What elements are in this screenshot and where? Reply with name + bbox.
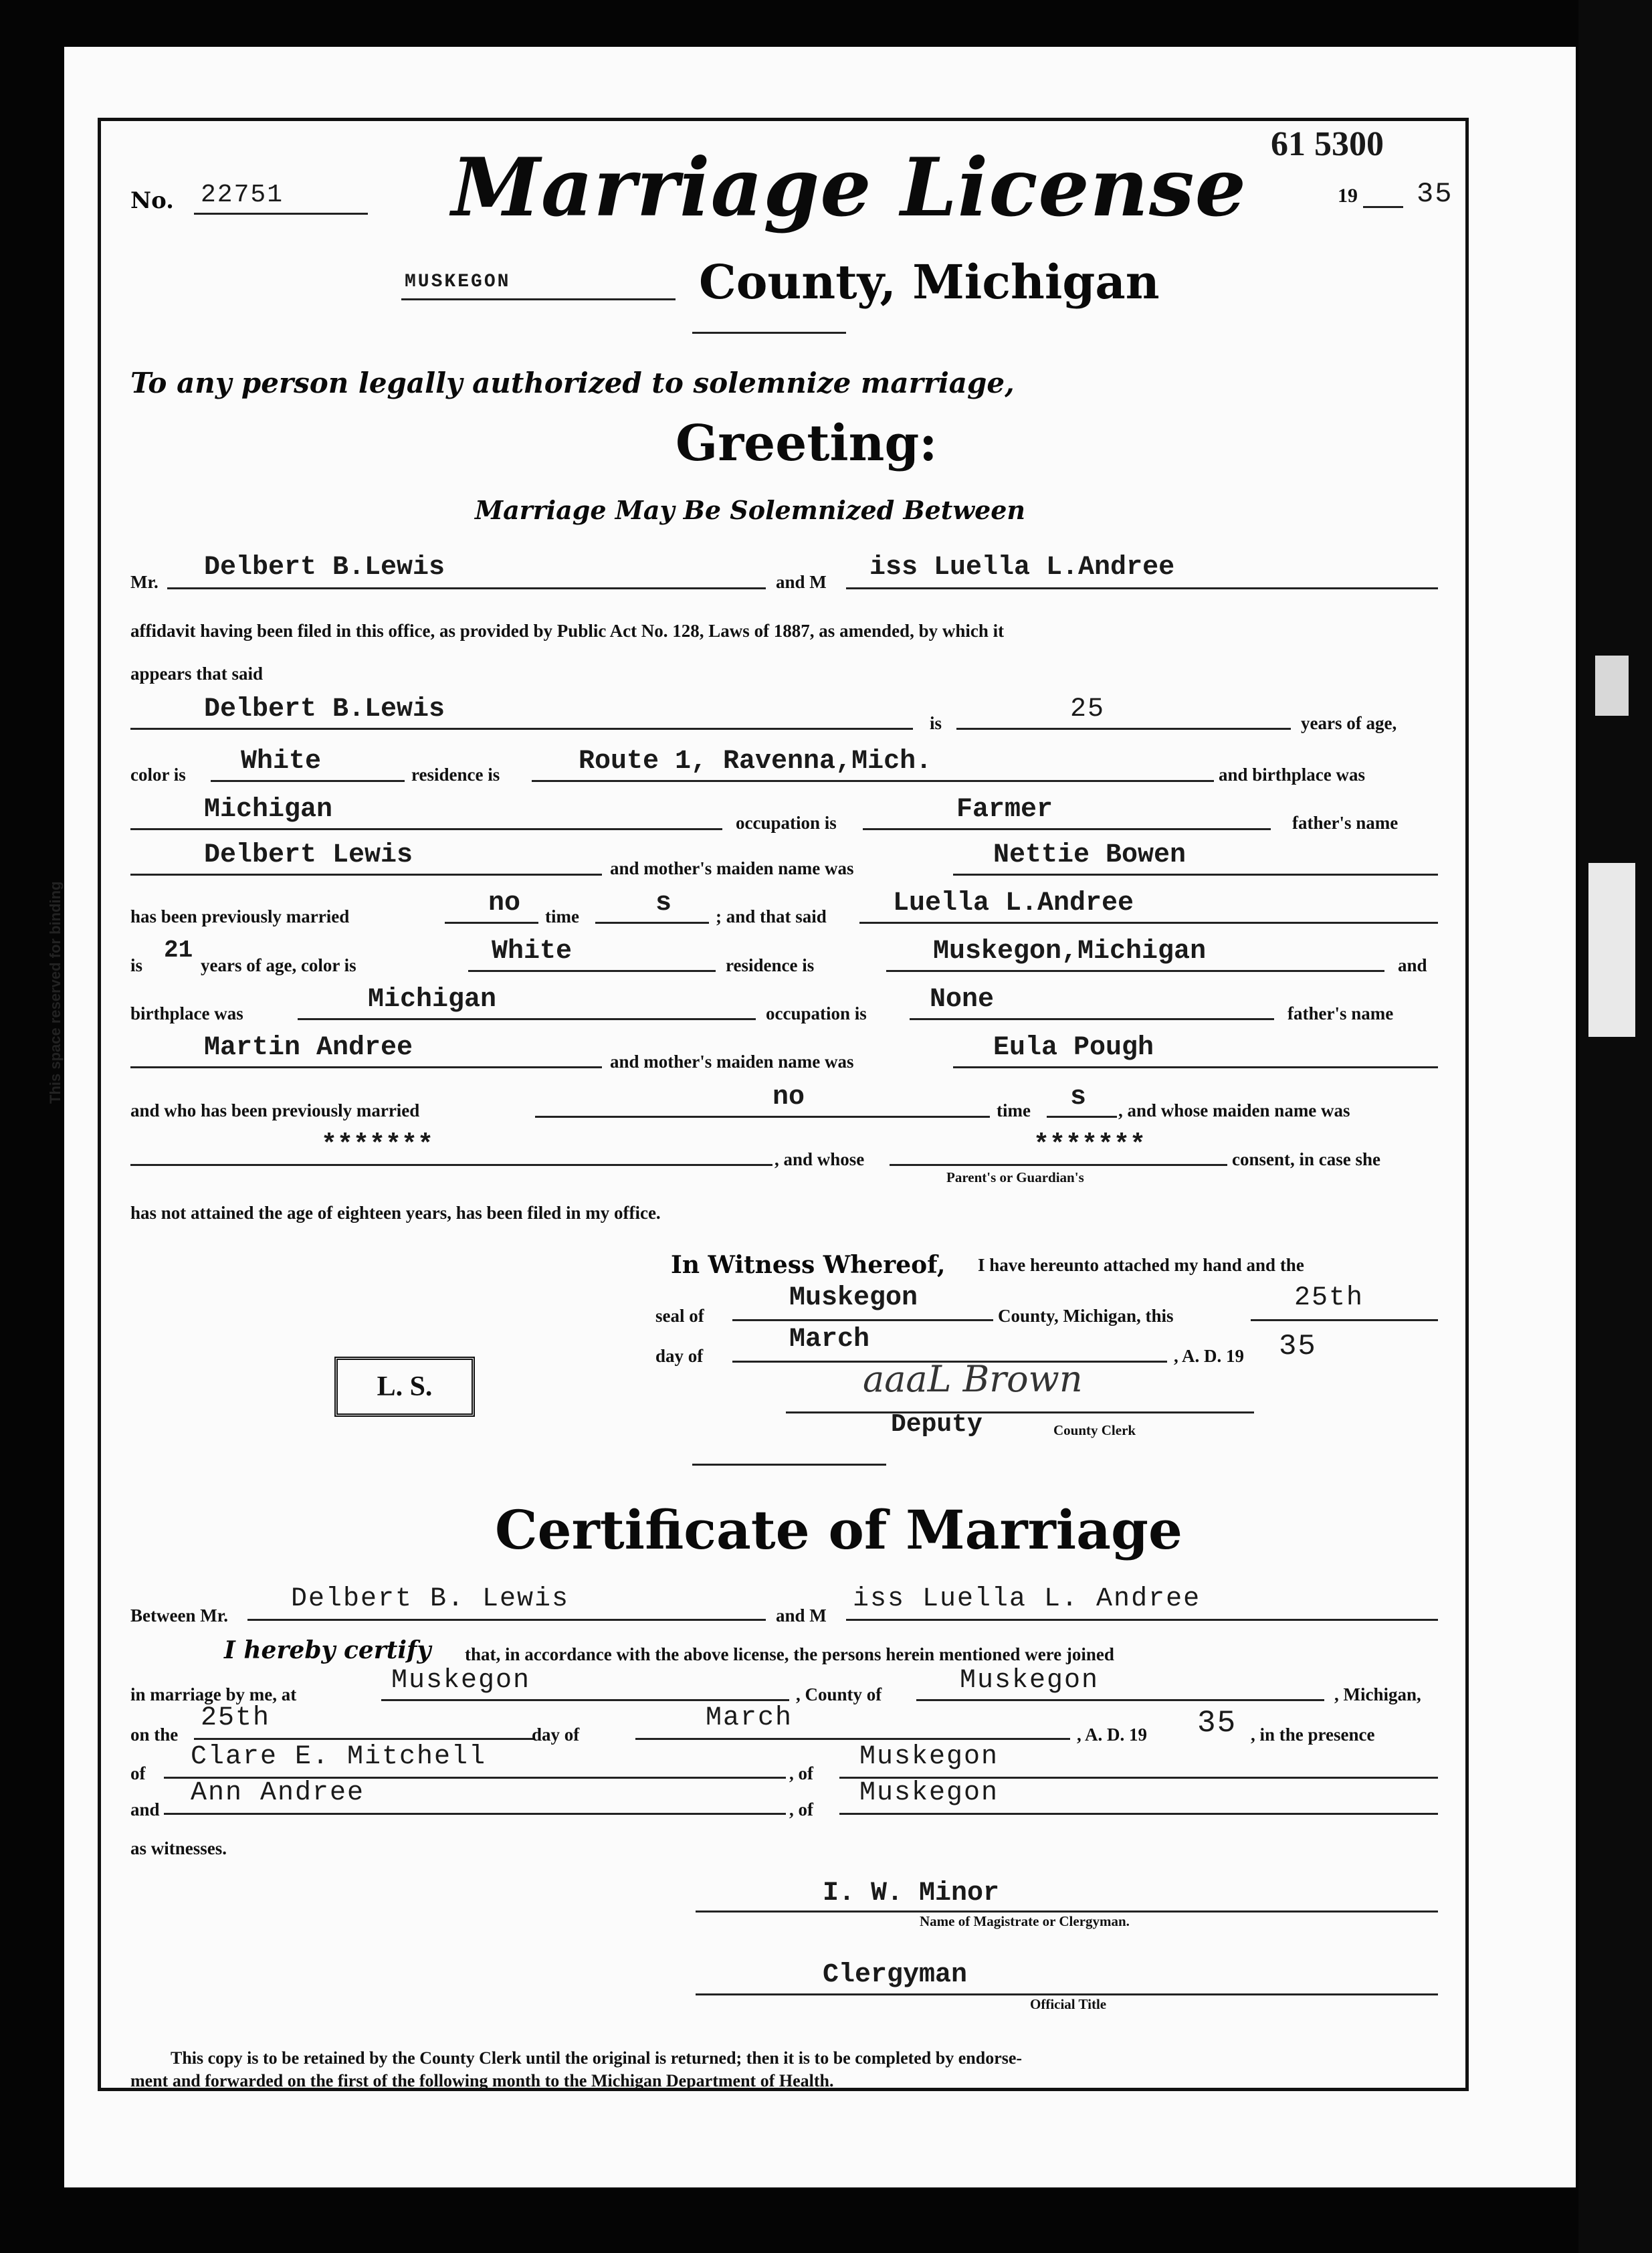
certificate-bride: iss Luella L. Andree — [853, 1584, 1201, 1614]
groom-residence: Route 1, Ravenna,Mich. — [579, 747, 932, 777]
bride-name-repeat: Luella L.Andree — [893, 888, 1134, 918]
affidavit-line-2: appears that said — [130, 664, 264, 684]
witness-1-place: Muskegon — [859, 1742, 999, 1772]
mothers-maiden-label-2: and mother's maiden name was — [610, 1052, 854, 1072]
groom-birthplace-line — [130, 828, 722, 830]
birthplace-label-2: birthplace was — [130, 1003, 243, 1023]
county-michigan-this: County, Michigan, this — [998, 1306, 1174, 1326]
groom-color-line — [211, 780, 405, 782]
binding-margin-note: This space reserved for binding — [47, 881, 64, 1104]
bride-color: White — [492, 937, 573, 967]
and-label: and — [1398, 955, 1427, 975]
is-label-2: is — [130, 955, 143, 975]
greeting-heading: Greeting: — [676, 415, 938, 472]
deputy-label: Deputy — [891, 1410, 983, 1439]
michigan-label: , Michigan, — [1334, 1684, 1421, 1704]
certificate-groom-line — [247, 1619, 766, 1621]
clerk-signature: aaaL Brown — [863, 1358, 1083, 1400]
witness-2-place-line — [839, 1813, 1438, 1815]
affidavit-line-1: affidavit having been filed in this office, as provided by Public Act No. 128, Laws of 1887, as amended, by which it — [130, 621, 1005, 641]
age-eighteen-line: has not attained the age of eighteen years, has been filed in my office. — [130, 1203, 661, 1223]
groom-mother-line — [953, 874, 1438, 876]
parents-guardians-label: Parent's or Guardian's — [946, 1169, 1084, 1185]
bride-line — [846, 587, 1438, 589]
bride-mother-line — [953, 1066, 1438, 1068]
signature-line — [786, 1411, 1254, 1413]
time-label-2: time — [997, 1100, 1031, 1120]
certificate-bride-line — [846, 1619, 1438, 1621]
of-label-2: , of — [789, 1763, 813, 1783]
hereby-certify: I hereby certify — [224, 1636, 431, 1664]
birthplace-label: and birthplace was — [1219, 765, 1366, 785]
between-mr-label: Between Mr. — [130, 1605, 228, 1626]
bride-prev-married: no — [772, 1082, 805, 1112]
county-of-label: , County of — [796, 1684, 882, 1704]
section-divider — [692, 1464, 886, 1466]
marriage-ad-label: , A. D. 19 — [1077, 1725, 1148, 1745]
occupation-label-2: occupation is — [766, 1003, 867, 1023]
certify-text: that, in accordance with the above license, the persons herein mentioned were joined — [465, 1644, 1114, 1664]
groom-occupation: Farmer — [956, 795, 1053, 825]
prev-married-label: has been previously married — [130, 906, 350, 926]
license-number-value: 22751 — [201, 181, 284, 209]
ls-seal-box: L. S. — [334, 1357, 475, 1417]
fathers-name-label: father's name — [1292, 813, 1399, 833]
seal-of-label: seal of — [655, 1306, 704, 1326]
bride-age: 21 — [164, 937, 193, 964]
groom-time-line — [595, 922, 709, 924]
groom-line — [167, 587, 766, 589]
groom-name: Delbert B.Lewis — [204, 553, 445, 583]
footer-line-2: ment and forwarded on the first of the following month to the Michigan Department of Health. — [130, 2071, 834, 2090]
marriage-place-line — [381, 1699, 789, 1701]
bride-residence: Muskegon,Michigan — [933, 937, 1207, 967]
bride-name-repeat-line — [859, 922, 1438, 924]
groom-name-repeat-line — [130, 728, 913, 730]
year-suffix: 35 — [1417, 178, 1453, 210]
groom-mother: Nettie Bowen — [993, 840, 1186, 870]
certificate-title: Certificate of Marriage — [495, 1498, 1182, 1561]
scan-border-right — [1578, 0, 1652, 2253]
bride-time-line — [1047, 1116, 1117, 1118]
bride-birthplace: Michigan — [368, 985, 497, 1015]
fathers-name-label-2: father's name — [1287, 1003, 1394, 1023]
bride-prev-married-line — [535, 1116, 990, 1118]
county-line — [401, 298, 676, 300]
license-number-label: No. — [130, 187, 174, 214]
groom-father-line — [130, 874, 602, 876]
presence-label: , in the presence — [1251, 1725, 1375, 1745]
marriage-year: 35 — [1197, 1706, 1237, 1741]
residence-label: residence is — [411, 765, 500, 785]
groom-color: White — [241, 747, 322, 777]
officiant-caption: Name of Magistrate or Clergyman. — [920, 1913, 1130, 1929]
witness-text: I have hereunto attached my hand and the — [978, 1255, 1304, 1275]
and-m-label: and M — [776, 572, 827, 592]
witness-day: 25th — [1294, 1283, 1364, 1313]
certificate-and-m-label: and M — [776, 1605, 827, 1626]
consent-value: ******* — [1033, 1131, 1146, 1161]
stamp-number: 61 5300 — [1271, 125, 1384, 163]
consent-label: consent, in case she — [1232, 1149, 1380, 1169]
groom-birthplace: Michigan — [204, 795, 333, 825]
bride-color-line — [468, 970, 716, 972]
in-marriage-label: in marriage by me, at — [130, 1684, 297, 1704]
mr-label: Mr. — [130, 572, 159, 592]
as-witnesses-label: as witnesses. — [130, 1838, 227, 1858]
marriage-day: 25th — [201, 1703, 271, 1733]
residence-label-2: residence is — [726, 955, 815, 975]
marriage-month: March — [706, 1703, 793, 1733]
official-title-line — [696, 1993, 1438, 1995]
groom-name-repeat: Delbert B.Lewis — [204, 694, 445, 724]
county-value: MUSKEGON — [405, 272, 511, 292]
address-line: To any person legally authorized to solemnize marriage, — [130, 367, 1015, 399]
bride-father: Martin Andree — [204, 1033, 413, 1063]
years-color-label: years of age, color is — [201, 955, 356, 975]
witness-2-place: Muskegon — [859, 1778, 999, 1808]
groom-prev-married: no — [488, 888, 521, 918]
witness-year: 35 — [1279, 1330, 1317, 1363]
day-of-label-2: day of — [532, 1725, 580, 1745]
bride-maiden-name-line — [130, 1164, 772, 1166]
color-label: color is — [130, 765, 186, 785]
solemnized-subtitle: Marriage May Be Solemnized Between — [475, 495, 1026, 525]
witness-day-line — [1251, 1319, 1438, 1321]
of-label: of — [130, 1763, 146, 1783]
witness-2-name: Ann Andree — [191, 1778, 365, 1808]
groom-occupation-line — [863, 828, 1271, 830]
officiant-line — [696, 1911, 1438, 1913]
bride-name: iss Luella L.Andree — [869, 553, 1175, 583]
marriage-county: Muskegon — [960, 1666, 1100, 1696]
is-label: is — [930, 713, 942, 733]
marriage-place: Muskegon — [391, 1666, 531, 1696]
witness-2-line — [164, 1813, 786, 1815]
day-of-label: day of — [655, 1346, 704, 1366]
occupation-label: occupation is — [736, 813, 837, 833]
year-prefix: 19 — [1338, 185, 1358, 207]
bride-maiden-name: ******* — [321, 1131, 434, 1161]
bride-time-suffix: s — [1070, 1082, 1087, 1112]
consent-line — [890, 1164, 1227, 1166]
bride-birthplace-line — [298, 1018, 756, 1020]
and-label-2: and — [130, 1799, 160, 1820]
groom-residence-line — [532, 780, 1214, 782]
groom-father: Delbert Lewis — [204, 840, 413, 870]
witness-month: March — [789, 1325, 870, 1355]
header-rule — [692, 332, 846, 334]
bride-residence-line — [886, 970, 1384, 972]
in-witness-heading: In Witness Whereof, — [671, 1251, 946, 1279]
groom-prev-married-line — [445, 922, 538, 924]
official-title-value: Clergyman — [823, 1960, 968, 1990]
bride-occupation-line — [910, 1018, 1274, 1020]
witness-1-name: Clare E. Mitchell — [191, 1742, 487, 1772]
bride-occupation: None — [930, 985, 995, 1015]
seal-county-line — [732, 1319, 993, 1321]
groom-time-suffix: s — [655, 888, 672, 918]
license-title: Marriage License — [451, 140, 1247, 235]
officiant-name: I. W. Minor — [823, 1878, 1000, 1908]
footer-line-1: This copy is to be retained by the County Clerk until the original is returned; then it is to be completed by endorse- — [171, 2048, 1023, 2068]
who-prev-married-label: and who has been previously married — [130, 1100, 420, 1120]
marriage-county-line — [916, 1699, 1324, 1701]
county-label: County, Michigan — [699, 254, 1160, 310]
mothers-maiden-label: and mother's maiden name was — [610, 858, 854, 878]
license-number-line — [194, 213, 368, 215]
groom-age: 25 — [1070, 694, 1106, 724]
scan-artifact — [1588, 863, 1635, 1037]
and-whose-label: , and whose — [775, 1149, 865, 1169]
years-of-age-label: years of age, — [1301, 713, 1397, 733]
year-line — [1363, 206, 1403, 208]
bride-father-line — [130, 1066, 602, 1068]
certificate-groom: Delbert B. Lewis — [291, 1584, 570, 1614]
scan-artifact — [1595, 656, 1629, 716]
time-label: time — [545, 906, 579, 926]
that-said-label: ; and that said — [716, 906, 827, 926]
whose-maiden-label: , and whose maiden name was — [1118, 1100, 1350, 1120]
groom-age-line — [956, 728, 1291, 730]
seal-county: Muskegon — [789, 1283, 918, 1313]
bride-mother: Eula Pough — [993, 1033, 1154, 1063]
on-the-label: on the — [130, 1725, 179, 1745]
witness-ad-label: , A. D. 19 — [1174, 1346, 1245, 1366]
of-label-3: , of — [789, 1799, 813, 1820]
marriage-day-line — [194, 1738, 535, 1740]
marriage-month-line — [635, 1738, 1070, 1740]
county-clerk-label: County Clerk — [1053, 1422, 1136, 1438]
official-title-caption: Official Title — [1030, 1996, 1107, 2012]
